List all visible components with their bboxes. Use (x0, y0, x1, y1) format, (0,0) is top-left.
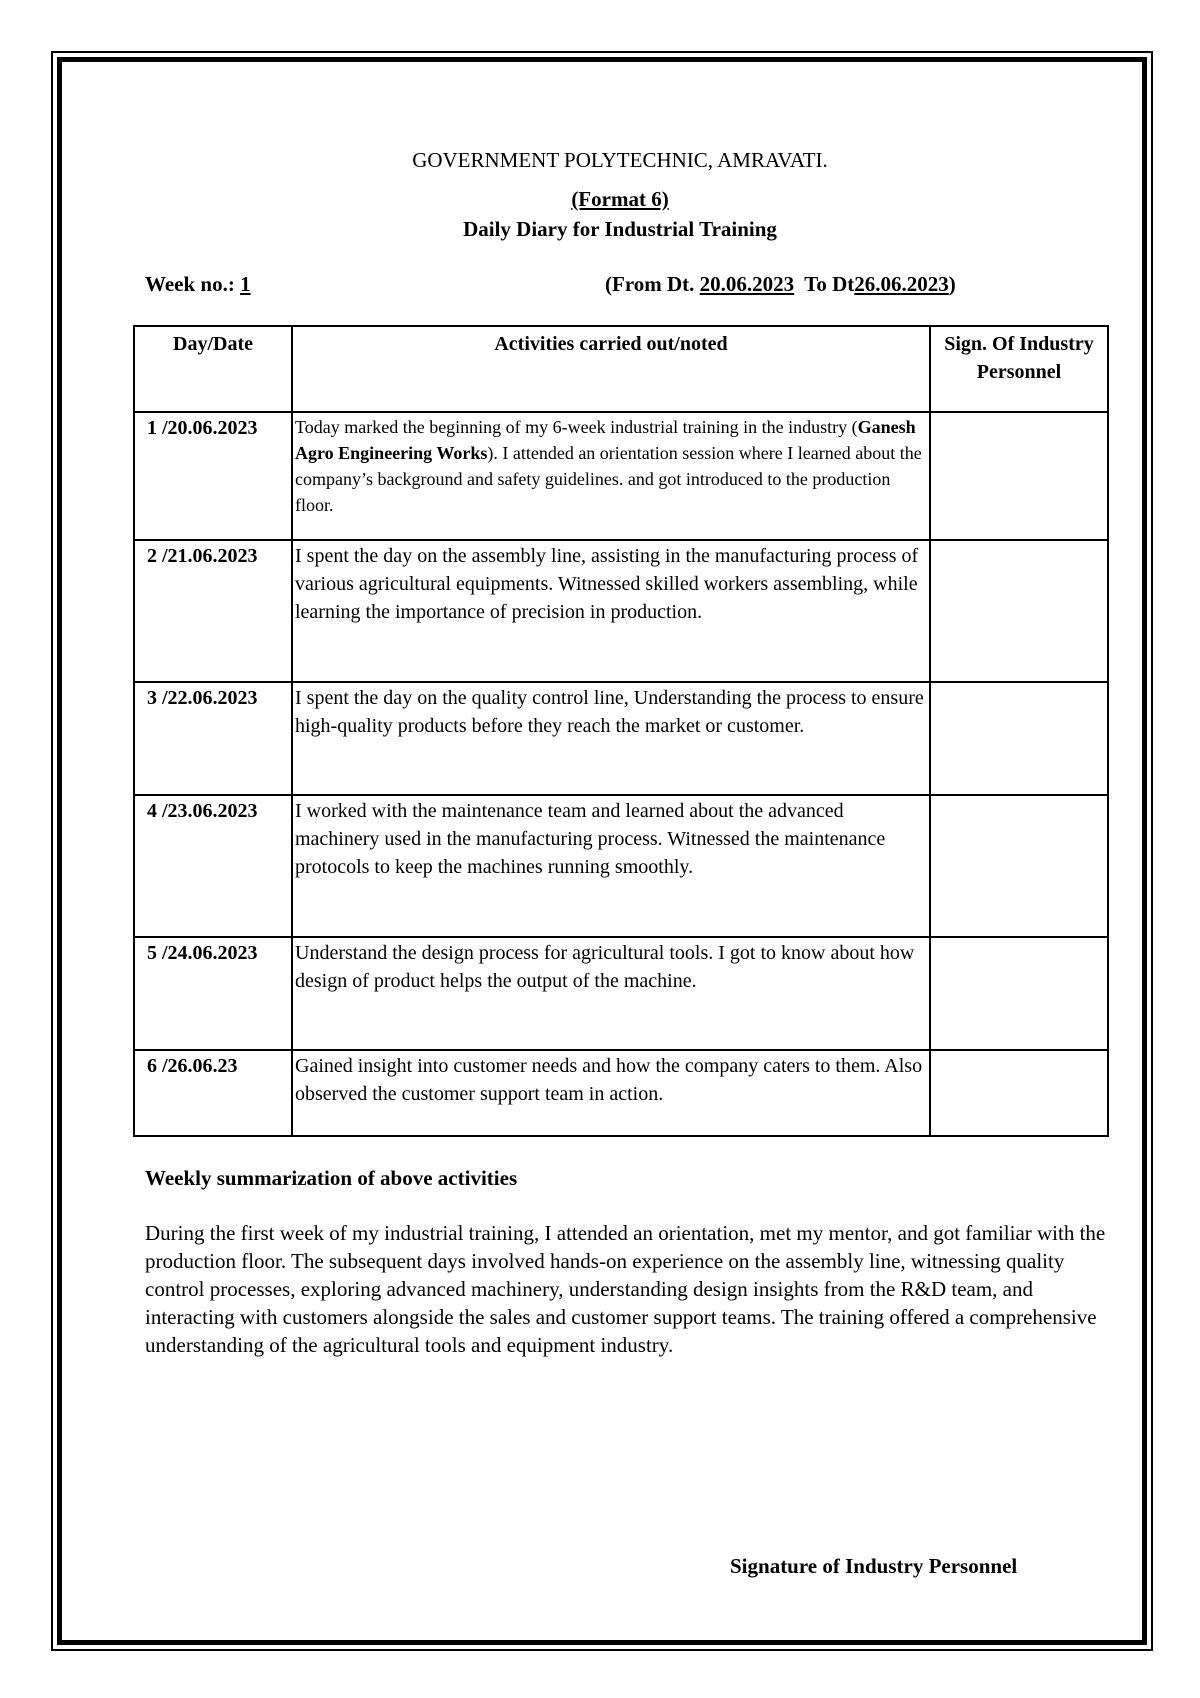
row-day: 3 /22.06.2023 (134, 682, 292, 795)
summary-text: During the first week of my industrial training, I attended an orientation, met my mentor, and got familiar with the production floor. The subsequent days involved hands-on experience on the assembly line, witnessing quality control processes, exploring advanced machinery, understanding design insights from the R&D team, and interacting with customers alongside the sales and customer support teams. The training offered a comprehensive understanding of the agricultural tools and equipment industry. (145, 1221, 1106, 1357)
row-day: 6 /26.06.23 (134, 1050, 292, 1136)
row-day: 5 /24.06.2023 (134, 937, 292, 1050)
row-activity: I spent the day on the quality control line, Understanding the process to ensure high-quality products before they reach the market or customer. (292, 682, 930, 795)
table-row (134, 682, 1108, 795)
company-name: Ganesh Agro Engineering Works (295, 417, 916, 463)
to-label: To Dt (804, 272, 855, 296)
row-activity: I spent the day on the assembly line, assisting in the manufacturing process of various agricultural equipments. Witnessed skilled workers assembling, while learning the importance of precision in production. (292, 540, 930, 682)
header-activities: Activities carried out/noted (292, 326, 930, 412)
table-row (134, 540, 1108, 682)
row-sign[interactable] (930, 412, 1108, 540)
row-day: 2 /21.06.2023 (134, 540, 292, 682)
signature-label: Signature of Industry Personnel (730, 1554, 1018, 1578)
activity-text-after: ). I attended an orientation session where I learned about the company’s background and safety guidelines. and got introduced to the production floor. (295, 443, 922, 515)
table-row (134, 1050, 1108, 1136)
from-date: 20.06.2023 (699, 272, 795, 296)
diary-title: Daily Diary for Industrial Training (463, 217, 777, 241)
row-day: 1 /20.06.2023 (134, 412, 292, 540)
institution-title: GOVERNMENT POLYTECHNIC, AMRAVATI. (412, 148, 828, 172)
summary-heading: Weekly summarization of above activities (145, 1166, 518, 1190)
row-activity: Understand the design process for agricultural tools. I got to know about how design of product helps the output of the machine. (292, 937, 930, 1050)
header-sign: Sign. Of Industry Personnel (930, 326, 1108, 412)
date-close: ) (948, 272, 956, 296)
table-row (134, 795, 1108, 937)
row-activity (292, 412, 930, 540)
date-range (605, 272, 956, 297)
to-date: 26.06.2023 (854, 272, 949, 296)
row-activity: I worked with the maintenance team and learned about the advanced machinery used in the manufacturing process. Witnessed the maintenance protocols to keep the machines running smoothly. (292, 795, 930, 937)
format-label (0, 187, 1200, 212)
format-text: (Format 6) (571, 187, 669, 211)
row-sign[interactable] (930, 937, 1108, 1050)
row-sign[interactable] (930, 540, 1108, 682)
header-day: Day/Date (134, 326, 292, 412)
row-sign[interactable] (930, 795, 1108, 937)
table-row (134, 412, 1108, 540)
table-row (134, 937, 1108, 1050)
row-activity: Gained insight into customer needs and how the company caters to them. Also observed the customer support team in action. (292, 1050, 930, 1136)
week-number: 1 (240, 272, 251, 296)
activity-text-before: Today marked the beginning of my 6-week industrial training in the industry ( (295, 417, 858, 437)
week-label: Week no.: (145, 272, 235, 296)
from-label: (From Dt. (605, 272, 695, 296)
row-day: 4 /23.06.2023 (134, 795, 292, 937)
row-sign[interactable] (930, 682, 1108, 795)
diary-table (133, 325, 1109, 1137)
row-sign[interactable] (930, 1050, 1108, 1136)
week-line (145, 272, 251, 297)
table-header-row (134, 326, 1108, 412)
